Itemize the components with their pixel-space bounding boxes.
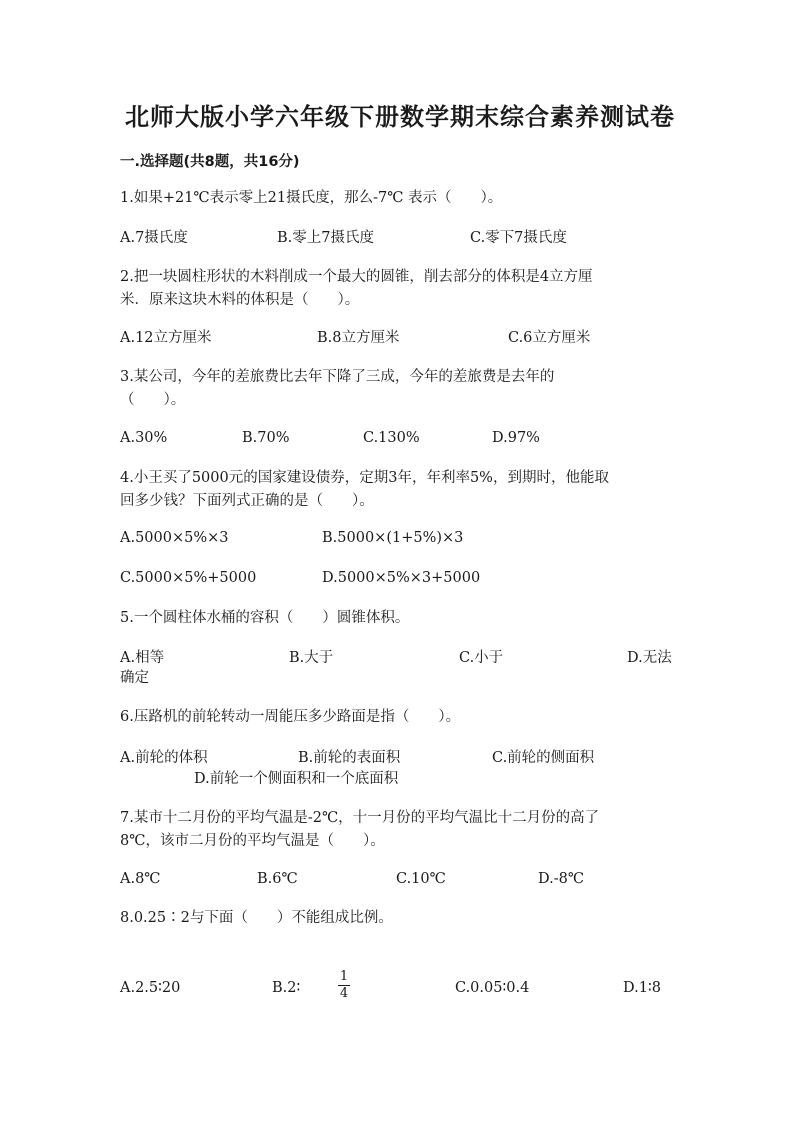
question-1: 1.如果+21℃表示零上21摄氏度，那么-7℃ 表示（ ）。: [120, 190, 503, 206]
question-3-line-2: （ ）。: [120, 392, 186, 408]
q7-option-c[interactable]: C.10℃: [396, 871, 446, 887]
q4-option-a[interactable]: A.5000×5%×3: [120, 530, 229, 546]
q1-option-a[interactable]: A.7摄氏度: [120, 230, 188, 246]
q5-option-b[interactable]: B.大于: [289, 650, 334, 666]
q6-option-b[interactable]: B.前轮的表面积: [298, 750, 401, 766]
fraction-numerator: 1: [339, 969, 349, 984]
section-heading: 一.选择题(共8题，共16分): [120, 154, 300, 170]
question-7: [120, 807, 680, 853]
q4-option-d[interactable]: D.5000×5%×3+5000: [322, 570, 481, 586]
q3-option-d[interactable]: D.97%: [492, 430, 540, 446]
q5-option-d-continued: 确定: [120, 670, 149, 686]
question-4: [120, 467, 680, 513]
q8-option-d[interactable]: D.1∶8: [623, 980, 661, 996]
question-2: [120, 266, 680, 312]
question-3: [120, 366, 680, 412]
question-4-line-1: 4.小王买了5000元的国家建设债券，定期3年，年利率5%，到期时，他能取: [120, 470, 609, 486]
q8-option-a[interactable]: A.2.5∶20: [120, 980, 181, 996]
page-title: 北师大版小学六年级下册数学期末综合素养测试卷: [125, 103, 675, 131]
question-3-line-1: 3.某公司，今年的差旅费比去年下降了三成，今年的差旅费是去年的: [120, 369, 555, 385]
q5-option-d[interactable]: D.无法: [627, 650, 672, 666]
q5-option-a[interactable]: A.相等: [120, 650, 165, 666]
q7-option-a[interactable]: A.8℃: [120, 871, 161, 887]
question-6: 6.压路机的前轮转动一周能压多少路面是指（ ）。: [120, 709, 461, 725]
q3-option-a[interactable]: A.30%: [120, 430, 168, 446]
q2-option-c[interactable]: C.6立方厘米: [508, 330, 591, 346]
question-7-line-2: 8℃，该市二月份的平均气温是（ ）。: [120, 833, 385, 849]
q8-option-b[interactable]: B.2∶: [272, 980, 301, 996]
question-2-line-1: 2.把一块圆柱形状的木料削成一个最大的圆锥，削去部分的体积是4立方厘: [120, 269, 593, 285]
q7-option-d[interactable]: D.-8℃: [538, 871, 585, 887]
fraction-denominator: 4: [339, 986, 349, 1001]
q1-option-b[interactable]: B.零上7摄氏度: [277, 230, 374, 246]
question-8: 8.0.25∶2与下面（ ）不能组成比例。: [120, 910, 393, 926]
q8-option-b-fraction: [336, 970, 352, 1001]
q7-option-b[interactable]: B.6℃: [257, 871, 298, 887]
q2-option-b[interactable]: B.8立方厘米: [317, 330, 400, 346]
q4-option-b[interactable]: B.5000×(1+5%)×3: [322, 530, 464, 546]
q6-option-d[interactable]: D.前轮一个侧面积和一个底面积: [194, 771, 399, 787]
question-2-line-2: 米．原来这块木料的体积是（ ）。: [120, 292, 360, 308]
q6-option-a[interactable]: A.前轮的体积: [120, 750, 208, 766]
q3-option-b[interactable]: B.70%: [242, 430, 290, 446]
question-7-line-1: 7.某市十二月份的平均气温是-2℃，十一月份的平均气温比十二月份的高了: [120, 810, 600, 826]
q6-option-c[interactable]: C.前轮的侧面积: [492, 750, 595, 766]
q8-option-c[interactable]: C.0.05∶0.4: [455, 980, 530, 996]
question-4-line-2: 回多少钱？下面列式正确的是（ ）。: [120, 493, 374, 509]
q4-option-c[interactable]: C.5000×5%+5000: [120, 570, 257, 586]
question-5: 5.一个圆柱体水桶的容积（ ）圆锥体积。: [120, 610, 410, 626]
q2-option-a[interactable]: A.12立方厘米: [120, 330, 212, 346]
q5-option-c[interactable]: C.小于: [459, 650, 504, 666]
q3-option-c[interactable]: C.130%: [363, 430, 420, 446]
q1-option-c[interactable]: C.零下7摄氏度: [470, 230, 567, 246]
